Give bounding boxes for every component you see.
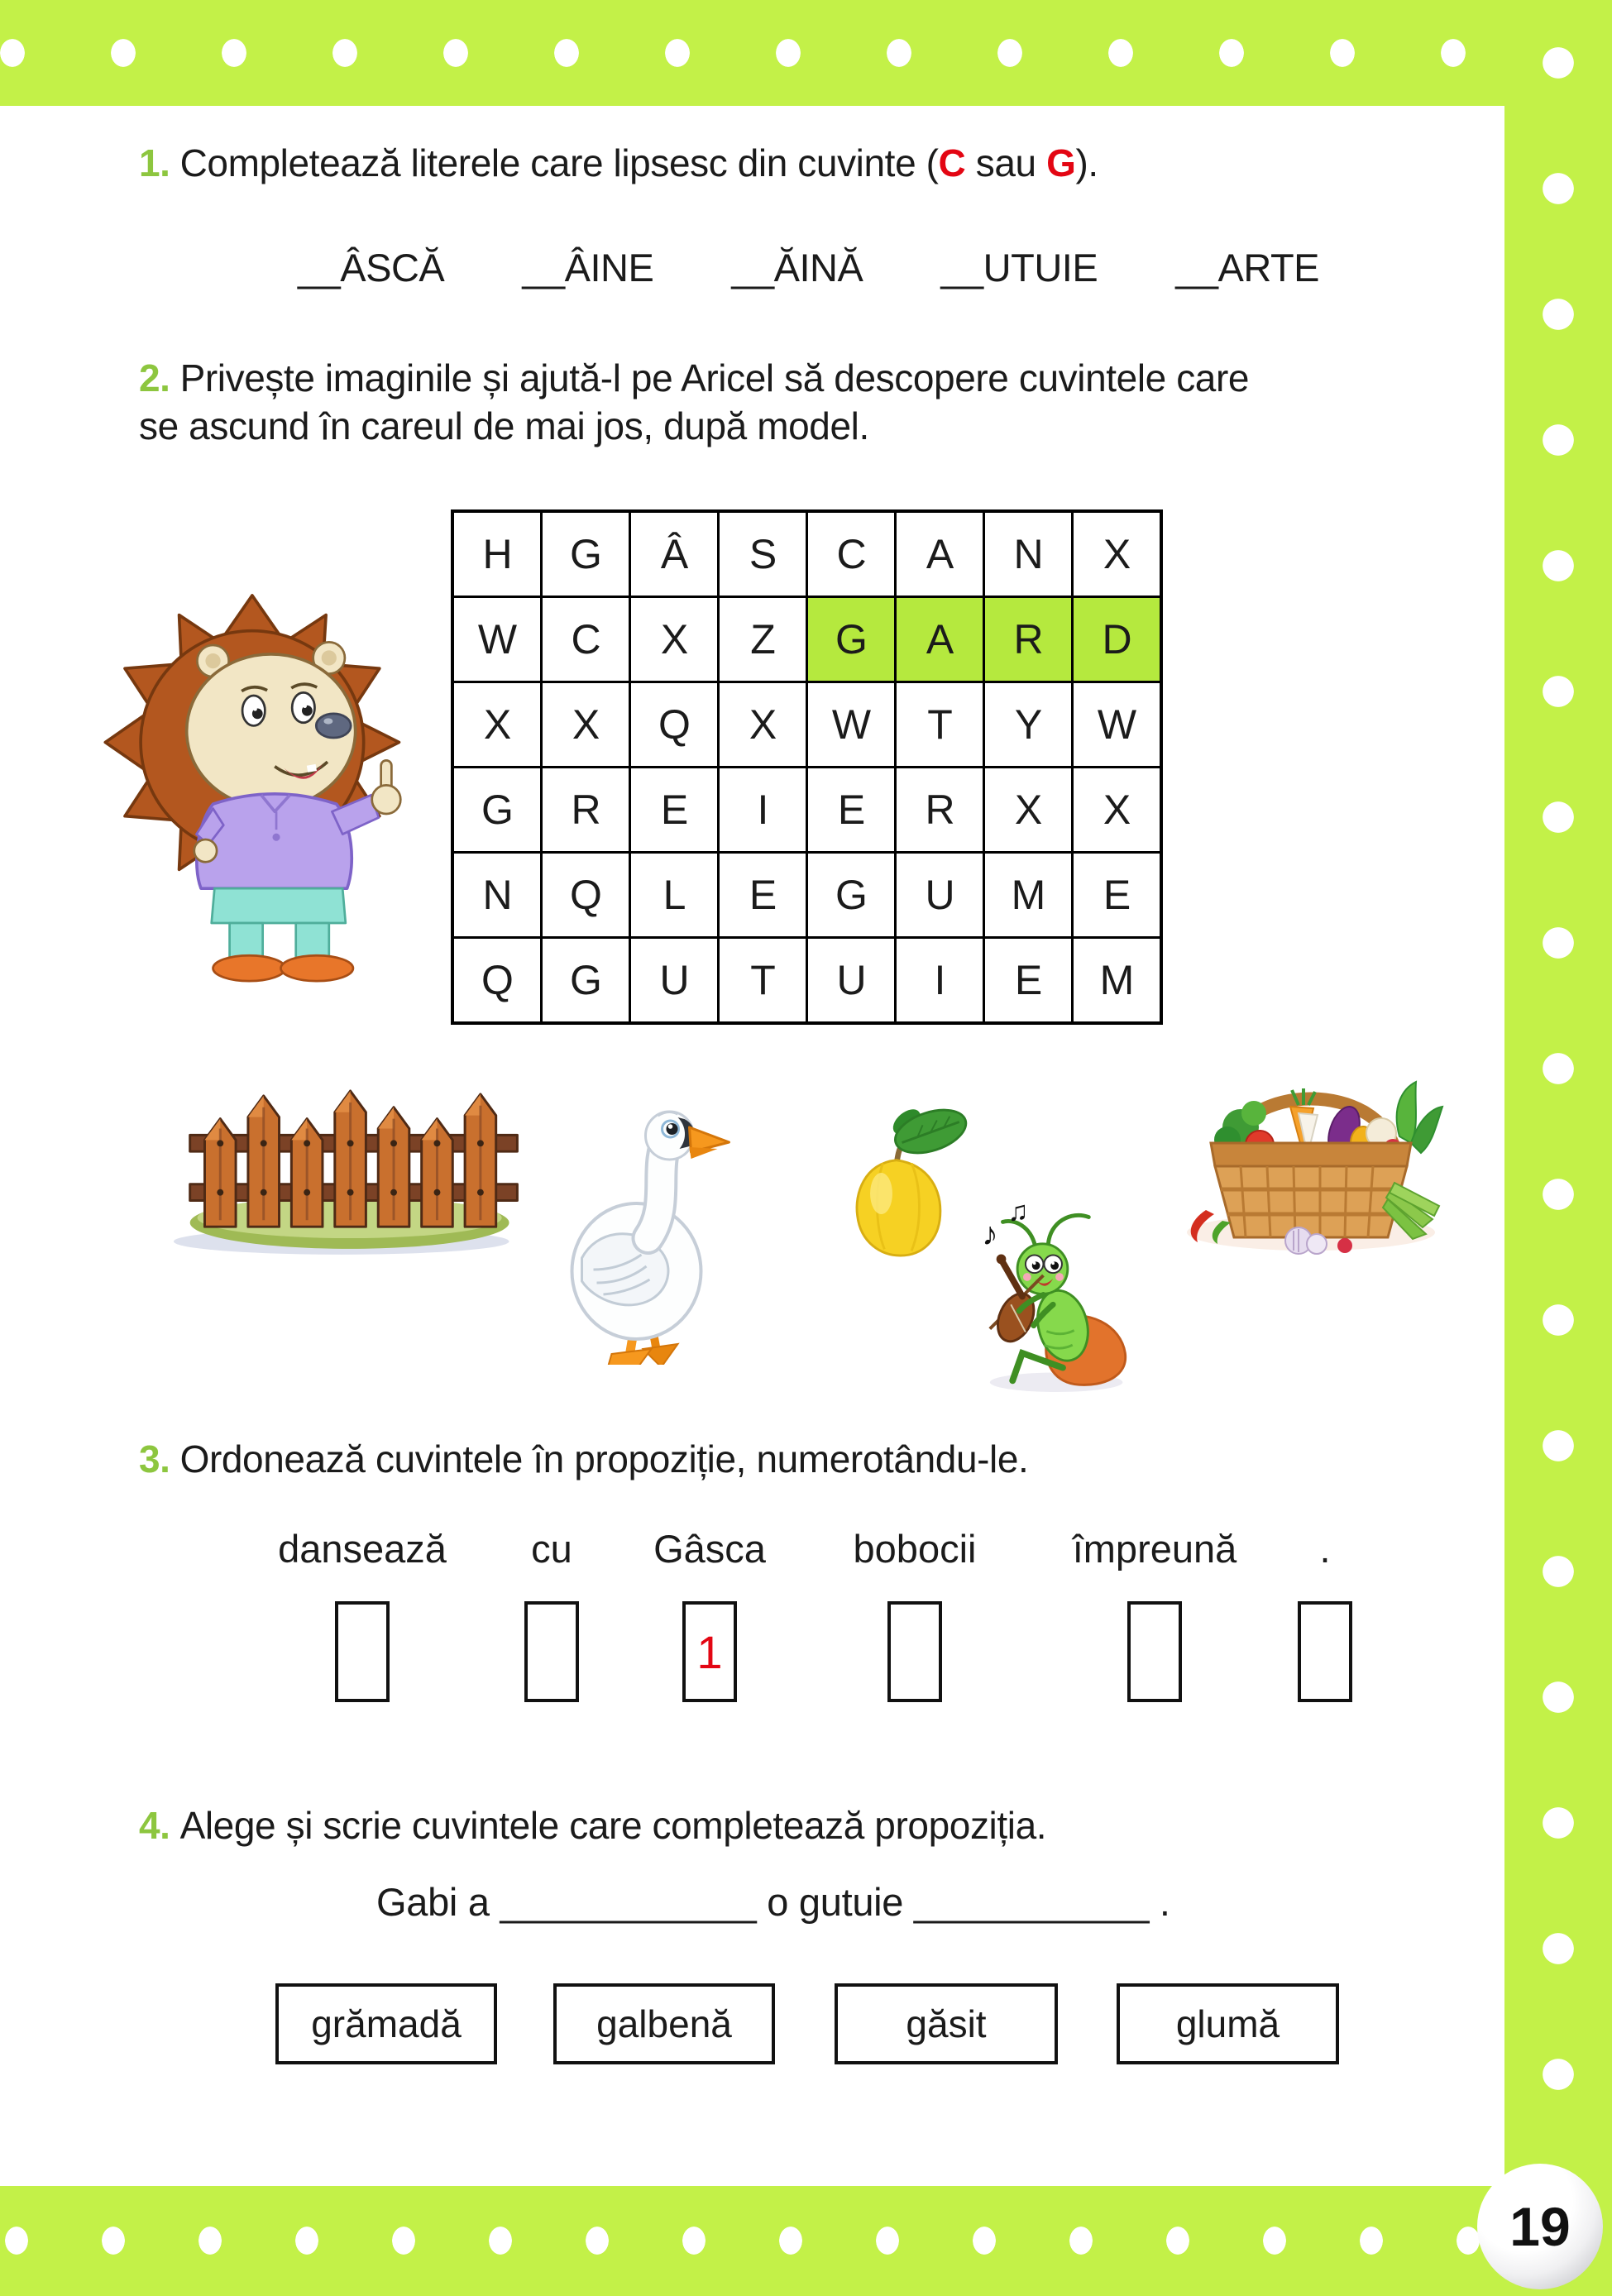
number-box[interactable] (524, 1601, 579, 1702)
grid-cell[interactable]: H (454, 513, 540, 596)
grid-cell[interactable]: M (985, 854, 1071, 936)
scramble-word: dansează (278, 1527, 447, 1571)
music-note-icon: ♪ (982, 1216, 998, 1252)
exercise4-sentence: Gabi a ____________ o gutuie ___________ . (376, 1880, 1170, 1924)
grid-cell[interactable]: A (897, 513, 983, 596)
blank-line[interactable]: ___________ (913, 1880, 1150, 1924)
grid-cell[interactable]: E (720, 854, 806, 936)
grid-cell[interactable]: T (897, 683, 983, 766)
fill-in-word[interactable]: __UTUIE (940, 246, 1098, 289)
fill-in-word[interactable]: __ĂINĂ (731, 246, 863, 289)
grid-cell[interactable]: U (808, 939, 894, 1021)
grid-cell[interactable]: C (543, 598, 629, 681)
exercise4-heading: 4. Alege și scrie cuvintele care completează propoziția. (139, 1804, 1047, 1847)
grid-cell[interactable]: G (808, 854, 894, 936)
grid-cell[interactable]: Q (454, 939, 540, 1021)
letter-option-c: C (938, 141, 966, 184)
grid-cell[interactable]: W (1074, 683, 1160, 766)
grid-cell[interactable]: Q (543, 854, 629, 936)
grid-cell[interactable]: E (985, 939, 1071, 1021)
grid-cell-highlighted[interactable]: R (985, 598, 1071, 681)
grid-cell[interactable]: W (454, 598, 540, 681)
grid-cell[interactable]: N (454, 854, 540, 936)
scramble-word: împreună (1072, 1527, 1237, 1571)
quince-illustration (827, 1090, 978, 1257)
letter-option-g: G (1046, 141, 1076, 184)
goose-illustration (552, 1096, 741, 1365)
vegetable-basket-illustration (1174, 1057, 1447, 1260)
grid-cell[interactable]: G (543, 513, 629, 596)
grid-cell-highlighted[interactable]: D (1074, 598, 1160, 681)
grid-cell[interactable]: Z (720, 598, 806, 681)
exercise1-number: 1. (139, 141, 170, 184)
grid-cell[interactable]: W (808, 683, 894, 766)
grid-cell[interactable]: X (1074, 513, 1160, 596)
grid-cell[interactable]: I (897, 939, 983, 1021)
grid-cell-highlighted[interactable]: A (897, 598, 983, 681)
grid-cell[interactable]: M (1074, 939, 1160, 1021)
exercise3-heading: 3. Ordonează cuvintele în propoziție, numerotându-le. (139, 1437, 1029, 1480)
page-number-badge (1477, 2164, 1603, 2289)
number-box[interactable] (335, 1601, 390, 1702)
grid-cell[interactable]: X (720, 683, 806, 766)
grid-cell[interactable]: E (631, 768, 717, 851)
music-note-icon: ♫ (1007, 1198, 1029, 1227)
number-box[interactable] (887, 1601, 942, 1702)
number-box[interactable] (1298, 1601, 1352, 1702)
grid-cell[interactable]: R (897, 768, 983, 851)
exercise3-number: 3. (139, 1437, 170, 1480)
frame-top-dotted-border (0, 0, 1612, 106)
grid-cell[interactable]: L (631, 854, 717, 936)
blank-line[interactable]: ____________ (500, 1880, 757, 1924)
grid-cell[interactable]: X (1074, 768, 1160, 851)
word-option-card[interactable]: galbenă (553, 1983, 775, 2064)
exercise1-word-list (298, 245, 1319, 290)
grid-cell[interactable]: I (720, 768, 806, 851)
grid-cell[interactable]: E (1074, 854, 1160, 936)
frame-right-dotted-border (1504, 0, 1612, 2296)
fill-in-word[interactable]: __ARTE (1175, 246, 1319, 289)
grid-cell[interactable]: C (808, 513, 894, 596)
grid-cell[interactable]: E (808, 768, 894, 851)
fill-in-word[interactable]: __ÂINE (522, 246, 654, 289)
number-box[interactable] (1127, 1601, 1182, 1702)
grid-cell[interactable]: Y (985, 683, 1071, 766)
scramble-word: cu (531, 1527, 572, 1571)
word-option-card[interactable]: grămadă (275, 1983, 497, 2064)
number-box-filled[interactable]: 1 (682, 1601, 737, 1702)
grid-cell[interactable]: X (631, 598, 717, 681)
grid-cell[interactable]: N (985, 513, 1071, 596)
scramble-word: Gâsca (653, 1527, 766, 1571)
grid-cell[interactable]: X (543, 683, 629, 766)
grid-cell[interactable]: U (631, 939, 717, 1021)
exercise2-heading: 2. Privește imaginile și ajută-l pe Aricel să descopere cuvintele care se ascund în careul de mai jos, după model. (139, 356, 1250, 448)
grid-cell[interactable]: R (543, 768, 629, 851)
word-search-grid (451, 509, 1163, 1025)
scramble-word: . (1319, 1527, 1331, 1571)
word-option-card[interactable]: glumă (1117, 1983, 1339, 2064)
page-number: 19 (1509, 2196, 1571, 2257)
grid-cell[interactable]: X (454, 683, 540, 766)
grid-cell[interactable]: G (543, 939, 629, 1021)
grid-cell[interactable]: Q (631, 683, 717, 766)
grasshopper-violin-illustration (964, 1198, 1158, 1392)
grid-cell[interactable]: T (720, 939, 806, 1021)
word-option-card[interactable]: găsit (835, 1983, 1058, 2064)
fill-in-word[interactable]: __ÂSCĂ (298, 246, 445, 289)
exercise2-number: 2. (139, 356, 170, 399)
grid-cell-highlighted[interactable]: G (808, 598, 894, 681)
hedgehog-mascot-illustration (73, 569, 447, 991)
grid-cell[interactable]: S (720, 513, 806, 596)
fence-illustration (165, 1071, 550, 1260)
exercise4-number: 4. (139, 1804, 170, 1847)
scramble-word: bobocii (853, 1527, 977, 1571)
grid-cell[interactable]: G (454, 768, 540, 851)
grid-cell[interactable]: Â (631, 513, 717, 596)
grid-cell[interactable]: X (985, 768, 1071, 851)
grid-cell[interactable]: U (897, 854, 983, 936)
frame-bottom-dotted-border (0, 2186, 1612, 2296)
exercise1-heading: 1. Completează literele care lipsesc din cuvinte (C sau G). (139, 141, 1098, 184)
